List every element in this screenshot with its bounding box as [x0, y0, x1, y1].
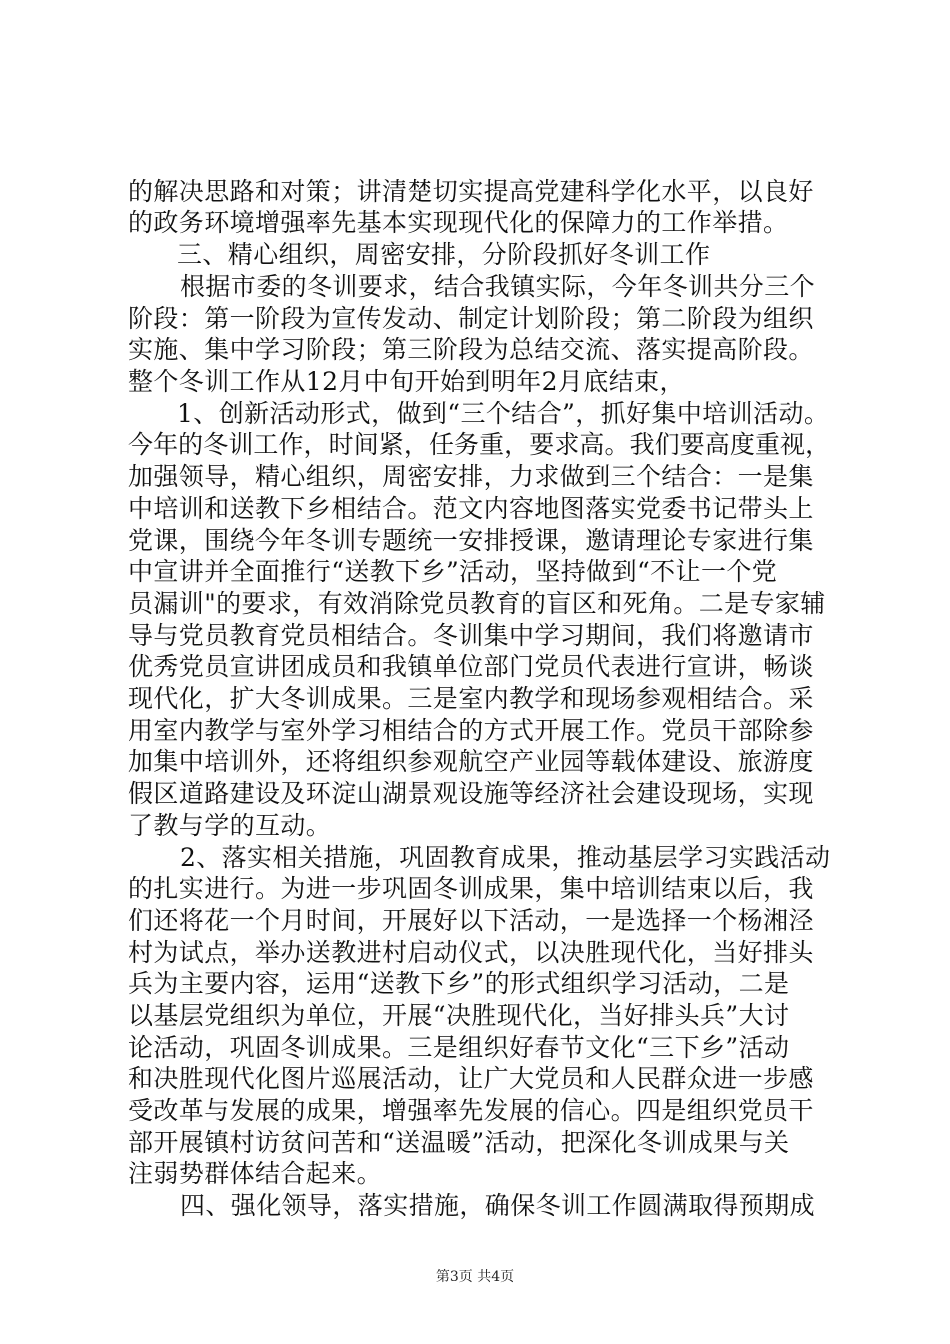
section-heading: 三、精心组织，周密安排，分阶段抓好冬训工作 [177, 240, 711, 269]
section-heading: 四、强化领导，落实措施，确保冬训工作圆满取得预期成 [180, 1191, 816, 1220]
body-text-line: 优秀党员宣讲团成员和我镇单位部门党员代表进行宣讲，畅谈 [128, 652, 814, 681]
body-text-line: 的扎实进行。为进一步巩固冬训成果，集中培训结束以后，我 [128, 874, 814, 903]
body-text-line: 党课，围绕今年冬训专题统一安排授课，邀请理论专家进行集 [128, 526, 814, 555]
body-text-line: 今年的冬训工作，时间紧，任务重，要求高。我们要高度重视， [128, 430, 831, 459]
body-text-line: 假区道路建设及环淀山湖景观设施等经济社会建设现场，实现 [128, 779, 814, 808]
body-text-line: 们还将花一个月时间，开展好以下活动，一是选择一个杨湘泾 [128, 906, 814, 935]
body-text-line: 村为试点，举办送教进村启动仪式，以决胜现代化，当好排头 [128, 938, 814, 967]
body-text-line: 整个冬训工作从12月中旬开始到明年2月底结束， [128, 367, 685, 396]
body-text-line: 中培训和送教下乡相结合。范文内容地图落实党委书记带头上 [128, 494, 814, 523]
body-text-line: 以基层党组织为单位，开展“决胜现代化，当好排头兵”大讨 [128, 1001, 790, 1030]
body-text-line: 兵为主要内容，运用“送教下乡”的形式组织学习活动，二是 [128, 969, 790, 998]
body-text-line: 了教与学的互动。 [128, 811, 332, 840]
body-text-line: 导与党员教育党员相结合。冬训集中学习期间，我们将邀请市 [128, 621, 814, 650]
body-text-line: 加强领导，精心组织，周密安排，力求做到三个结合：一是集 [128, 462, 814, 491]
subsection-heading: 2、落实相关措施，巩固教育成果，推动基层学习实践活动 [180, 843, 831, 872]
subsection-heading: 1、创新活动形式，做到“三个结合”，抓好集中培训活动。 [177, 399, 830, 428]
body-text-line: 阶段：第一阶段为宣传发动、制定计划阶段；第二阶段为组织 [128, 304, 814, 333]
body-text-line: 和决胜现代化图片巡展活动，让广大党员和人民群众进一步感 [128, 1064, 814, 1093]
page-footer: 第3页 共4页 [435, 1269, 515, 1285]
body-text-line: 员漏训"的要求，有效消除党员教育的盲区和死角。二是专家辅 [128, 589, 826, 618]
body-text-line: 中宣讲并全面推行“送教下乡”活动，坚持做到“不让一个党 [128, 557, 778, 586]
body-text-line: 论活动，巩固冬训成果。三是组织好春节文化“三下乡”活动 [128, 1033, 790, 1062]
body-text-line: 部开展镇村访贫问苦和“送温暖”活动，把深化冬训成果与关 [128, 1128, 790, 1157]
body-text-line: 受改革与发展的成果，增强率先发展的信心。四是组织党员干 [128, 1096, 814, 1125]
body-text-line: 的政务环境增强率先基本实现现代化的保障力的工作举措。 [128, 208, 789, 237]
body-text-line: 加集中培训外，还将组织参观航空产业园等载体建设、旅游度 [128, 747, 814, 776]
body-text-line: 用室内教学与室外学习相结合的方式开展工作。党员干部除参 [128, 716, 814, 745]
body-text-line: 注弱势群体结合起来。 [128, 1159, 383, 1188]
body-text-line: 现代化，扩大冬训成果。三是室内教学和现场参观相结合。采 [128, 684, 814, 713]
body-text-line: 根据市委的冬训要求，结合我镇实际，今年冬训共分三个 [180, 272, 816, 301]
body-text-line: 实施、集中学习阶段；第三阶段为总结交流、落实提高阶段。 [128, 335, 814, 364]
body-text-line: 的解决思路和对策；讲清楚切实提高党建科学化水平，以良好 [128, 177, 814, 206]
